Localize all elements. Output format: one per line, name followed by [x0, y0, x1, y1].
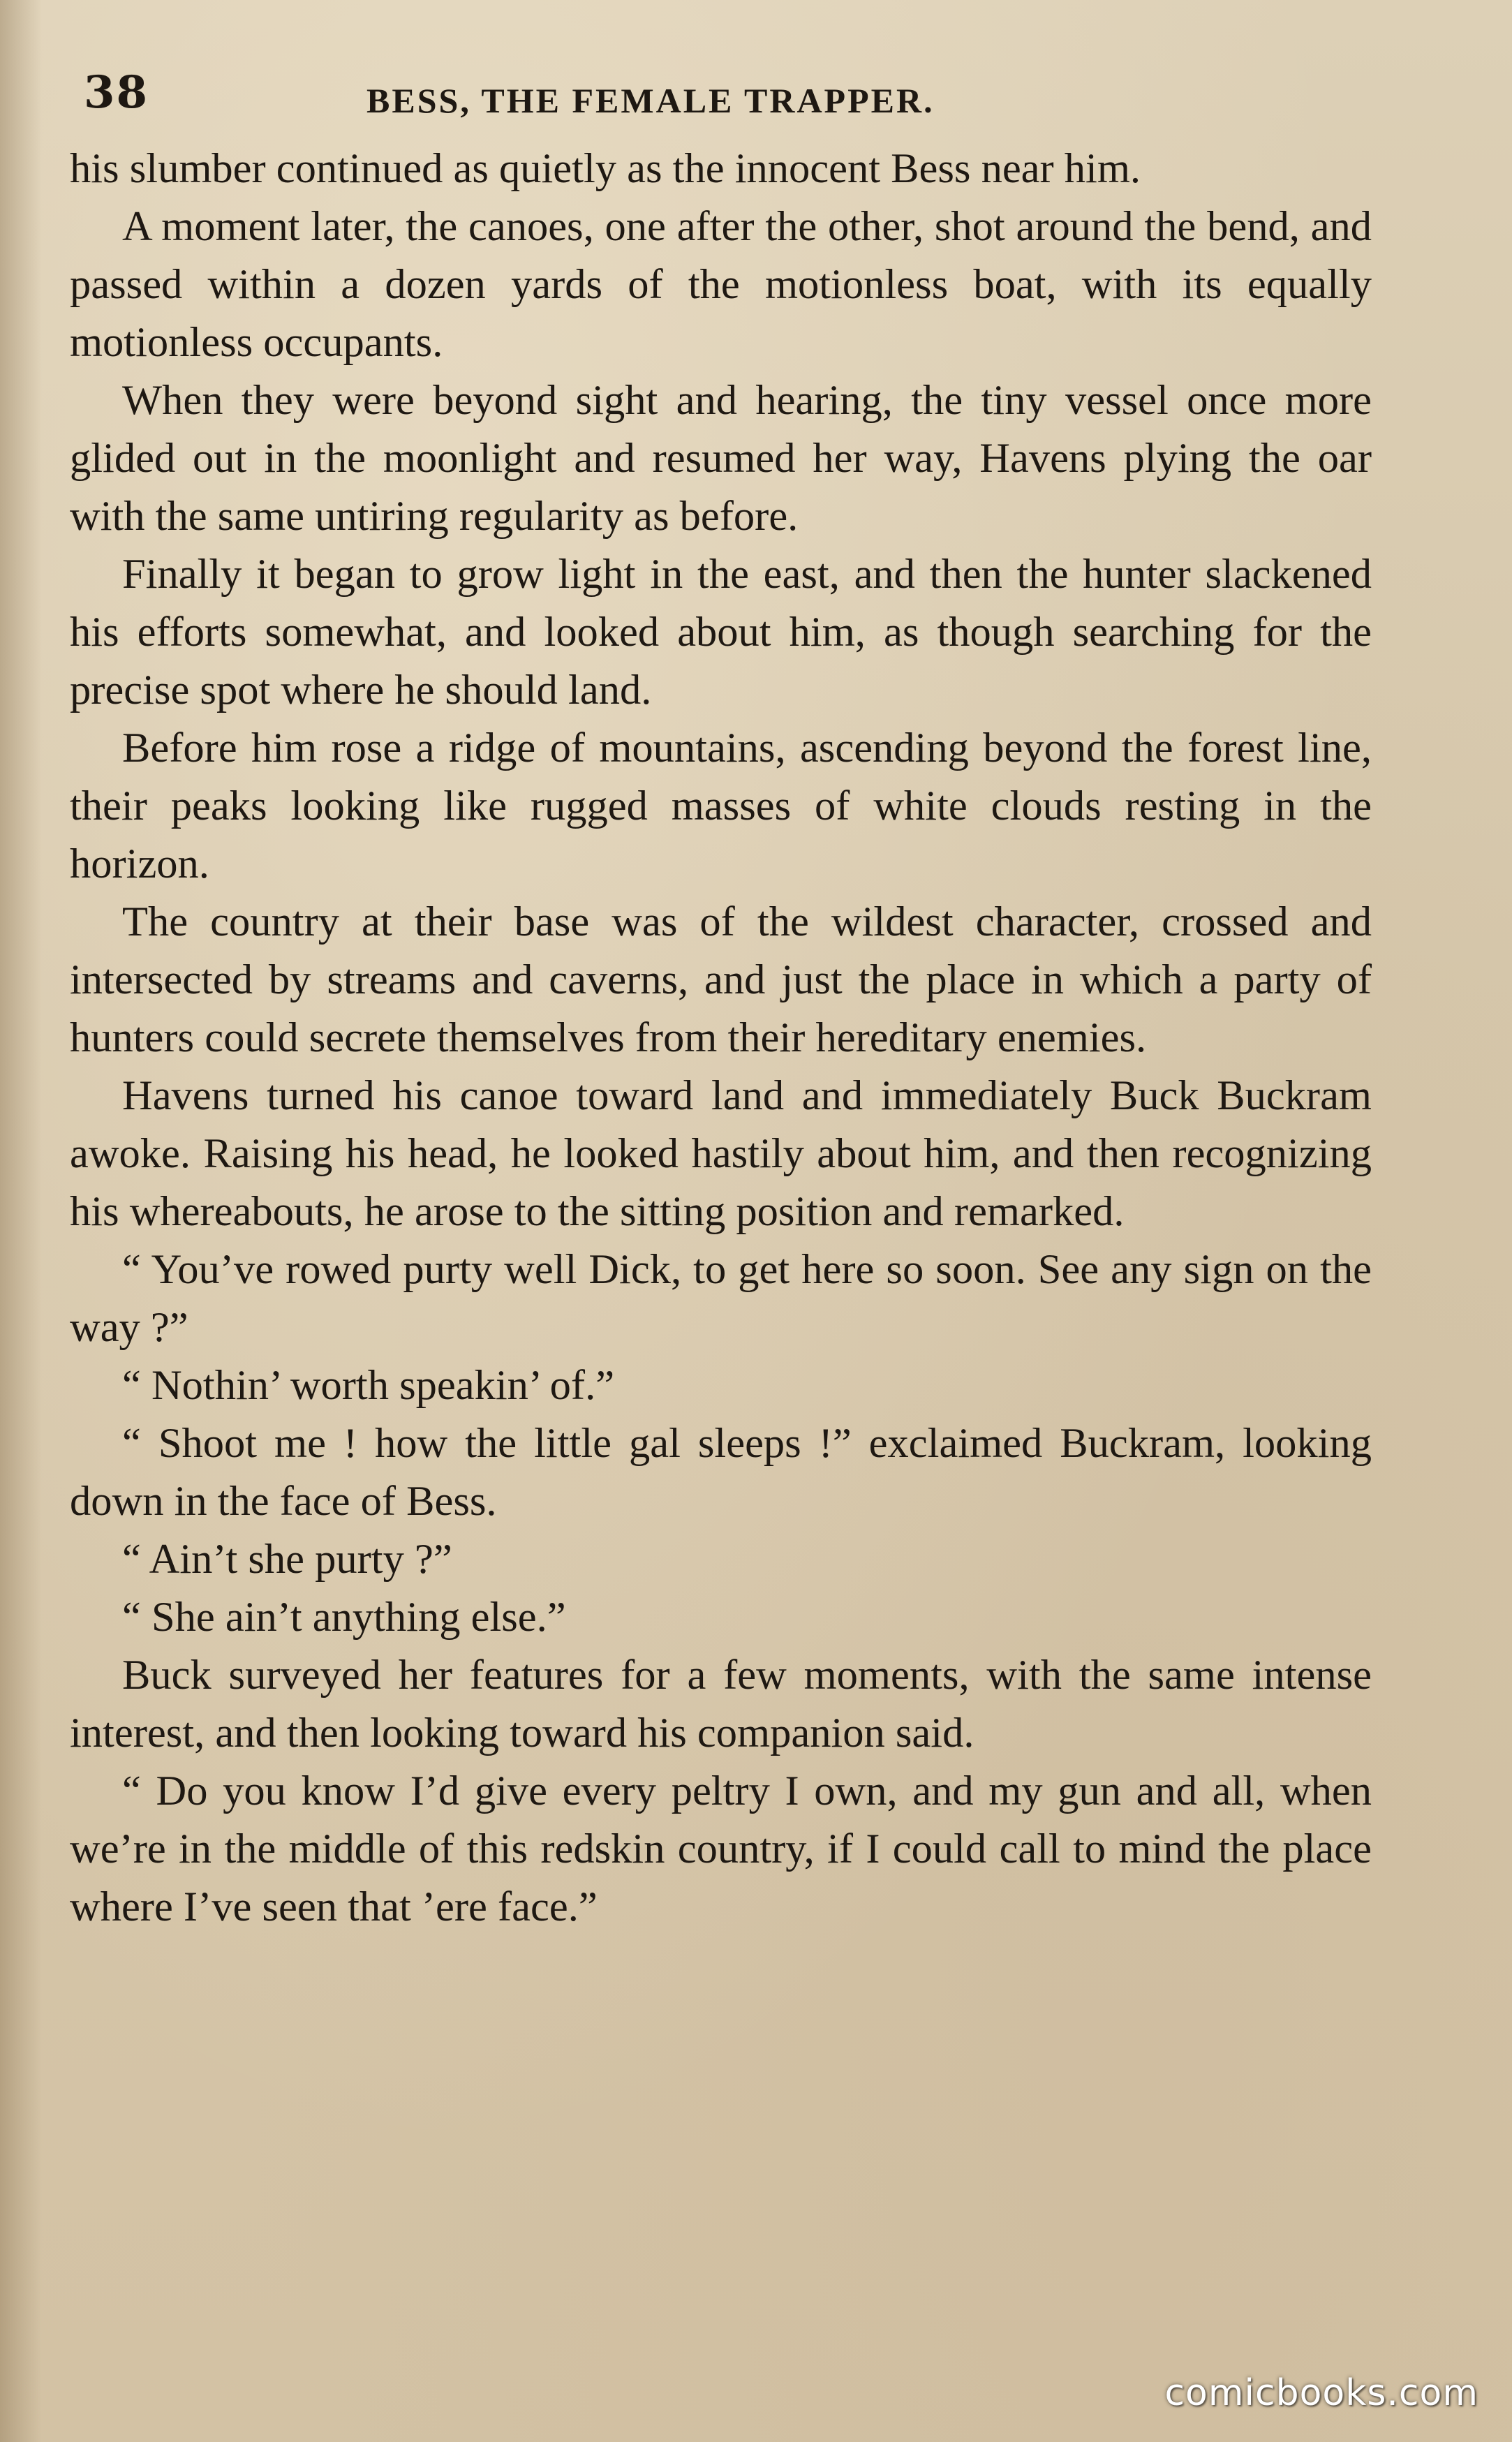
paragraph: “ Nothin’ worth speakin’ of.” — [122, 1362, 615, 1409]
paragraph: “ She ain’t anything else.” — [122, 1594, 566, 1641]
paragraph: Buck surveyed her features for a few moments, with the same intense interest, and then looking toward his companion said. — [70, 1652, 1372, 1756]
paragraph: The country at their base was of the wildest character, crossed and intersected by streams and caverns, and just the place in which a party of hunters could secrete themselves from their hereditary enemies. — [70, 898, 1372, 1061]
paragraph: Havens turned his canoe toward land and immediately Buck Buckram awoke. Raising his head, he looked hastily about him, and then recognizing his whereabouts, he arose to the sitting position and remarked. — [70, 1072, 1372, 1235]
paragraph: Before him rose a ridge of mountains, ascending beyond the forest line, their peaks looking like rugged masses of white clouds resting in the horizon. — [70, 725, 1372, 887]
paragraph: “ Shoot me ! how the little gal sleeps !” exclaimed Buckram, looking down in the face of Bess. — [70, 1420, 1372, 1525]
paragraph: A moment later, the canoes, one after the other, shot around the bend, and passed within a dozen yards of the motionless boat, with its equally motionless occupants. — [70, 203, 1372, 366]
running-head: BESS, THE FEMALE TRAPPER. — [366, 81, 935, 120]
page-edge-shadow — [0, 0, 42, 2442]
page-number: 38 — [84, 66, 149, 119]
paragraph: his slumber continued as quietly as the innocent Bess near him. — [70, 145, 1141, 192]
site-watermark: comicbooks.com — [1164, 2372, 1478, 2414]
paragraph: Finally it began to grow light in the east, and then the hunter slackened his efforts somewhat, and looked about him, as though searching for the precise spot where he should land. — [70, 551, 1372, 713]
paragraph: “ Do you know I’d give every peltry I own, and my gun and all, when we’re in the middle of this redskin country, if I could call to mind the place where I’ve seen that ’ere face.” — [70, 1768, 1372, 1930]
body-text — [70, 140, 1372, 1936]
page-header — [84, 59, 1382, 136]
paragraph: “ Ain’t she purty ?” — [122, 1536, 452, 1583]
paragraph: “ You’ve rowed purty well Dick, to get here so soon. See any sign on the way ?” — [70, 1246, 1372, 1351]
paragraph: When they were beyond sight and hearing, the tiny vessel once more glided out in the moonlight and resumed her way, Havens plying the oar with the same untiring regularity as before. — [70, 377, 1372, 540]
